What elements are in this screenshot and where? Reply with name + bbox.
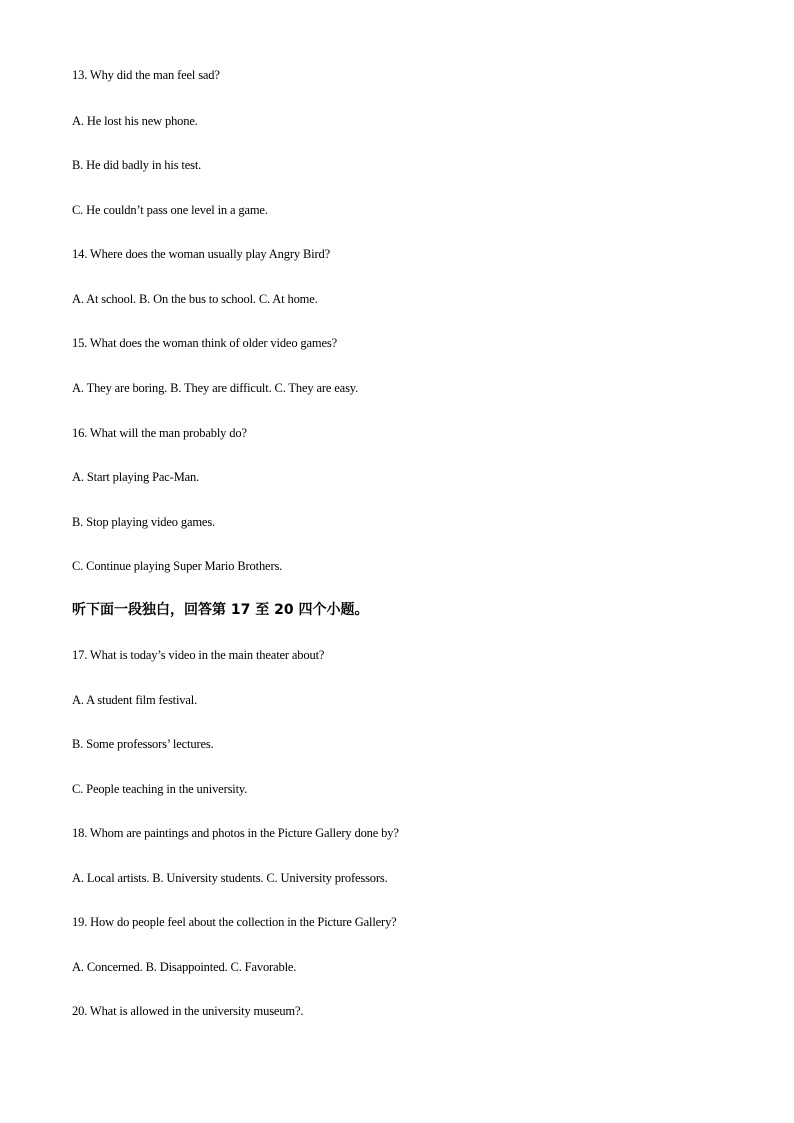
question-19-options: A. Concerned. B. Disappointed. C. Favorable.: [72, 960, 297, 974]
question-19-stem: 19. How do people feel about the collection in the Picture Gallery?: [72, 915, 397, 929]
question-17-option-c: C. People teaching in the university.: [72, 782, 248, 796]
question-14-stem: 14. Where does the woman usually play Angry Bird?: [72, 247, 330, 261]
question-15-stem: 15. What does the woman think of older video games?: [72, 336, 337, 350]
question-17-stem: 17. What is today’s video in the main theater about?: [72, 648, 325, 662]
question-13-option-a: A. He lost his new phone.: [72, 114, 198, 128]
question-16-option-b: B. Stop playing video games.: [72, 515, 216, 529]
question-13-option-b: B. He did badly in his test.: [72, 158, 202, 172]
question-16-option-a: A. Start playing Pac-Man.: [72, 470, 200, 484]
question-16-option-c: C. Continue playing Super Mario Brothers.: [72, 559, 283, 573]
question-20-stem: 20. What is allowed in the university museum?.: [72, 1004, 304, 1018]
question-18-options: A. Local artists. B. University students. C. University professors.: [72, 871, 388, 885]
question-17-option-b: B. Some professors’ lectures.: [72, 737, 214, 751]
question-13-stem: 13. Why did the man feel sad?: [72, 68, 220, 82]
question-13-option-c: C. He couldn’t pass one level in a game.: [72, 203, 268, 217]
question-18-stem: 18. Whom are paintings and photos in the Picture Gallery done by?: [72, 826, 399, 840]
question-17-option-a: A. A student film festival.: [72, 693, 198, 707]
question-14-options: A. At school. B. On the bus to school. C. At home.: [72, 292, 318, 306]
question-16-stem: 16. What will the man probably do?: [72, 426, 247, 440]
question-15-options: A. They are boring. B. They are difficult. C. They are easy.: [72, 381, 359, 395]
section-heading: 听下面一段独白，回答第 17 至 20 四个小题。: [72, 602, 369, 618]
